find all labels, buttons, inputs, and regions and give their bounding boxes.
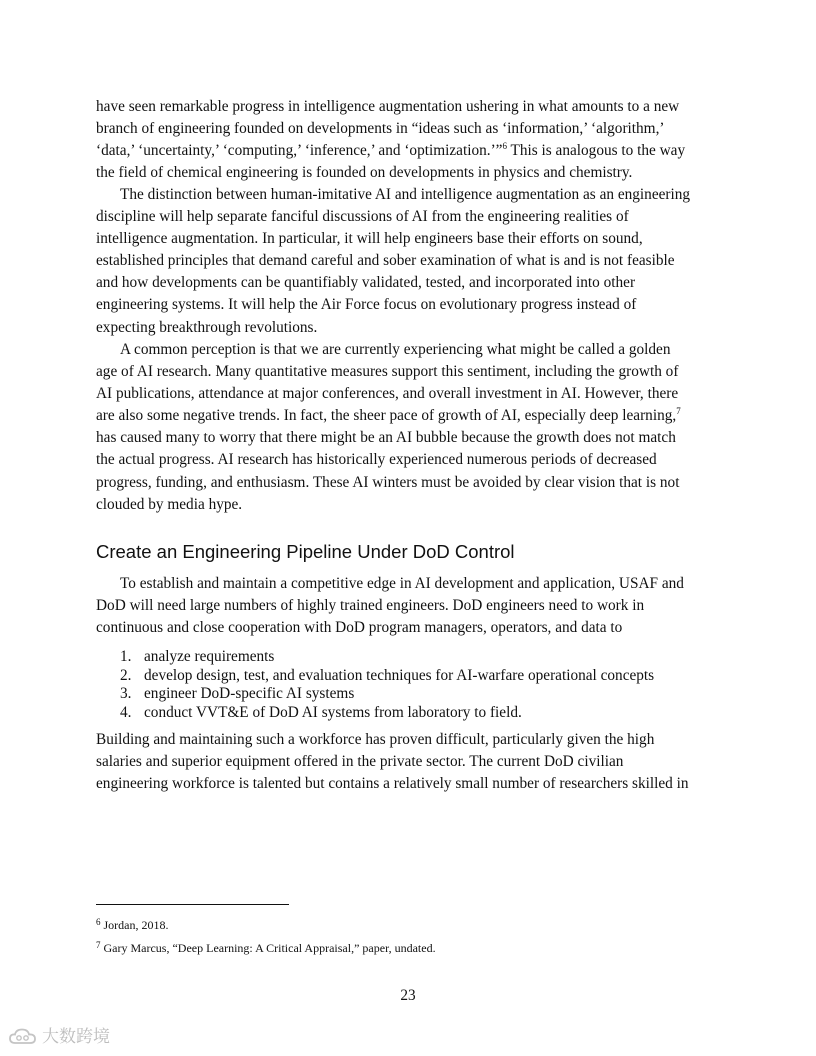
text-line: engineering systems. It will help the Air Force focus on evolutionary progress instead of — [96, 296, 637, 314]
footnote-6 — [96, 917, 169, 933]
list-item-text: develop design, test, and evaluation techniques for AI-warfare operational concepts — [144, 666, 655, 684]
paragraph-3 — [96, 339, 720, 516]
text-line: The distinction between human-imitative AI and intelligence augmentation as an engineering — [120, 186, 691, 203]
list-item-number: 2. — [120, 666, 132, 684]
text-line: established principles that demand careful and sober examination of what is and is not feasible — [96, 252, 675, 270]
text-line: expecting breakthrough revolutions. — [96, 318, 318, 336]
footnote-7 — [96, 940, 436, 956]
text-line: salaries and superior equipment offered in the private sector. The current DoD civilian — [96, 753, 624, 771]
list-item — [96, 685, 720, 704]
footnote-number: 7 — [96, 940, 101, 950]
paragraph-4 — [96, 573, 720, 639]
text-line: has caused many to worry that there might be an AI bubble because the growth does not match — [96, 429, 676, 447]
text-line: the field of chemical engineering is founded on developments in physics and chemistry. — [96, 164, 633, 182]
text-line: the actual progress. AI research has historically experienced numerous periods of decreased — [96, 451, 657, 469]
list-item-number: 1. — [120, 648, 132, 665]
text-line: branch of engineering founded on developments in “ideas such as ‘information,’ ‘algorithm,’ — [96, 120, 665, 138]
text-line: continuous and close cooperation with DoD program managers, operators, and data to — [96, 619, 623, 637]
text-line: discipline will help separate fanciful discussions of AI from the engineering realities of — [96, 208, 629, 226]
page-number: 23 — [400, 987, 416, 1004]
numbered-list — [96, 648, 720, 722]
list-item-number: 4. — [120, 703, 132, 721]
text-line: intelligence augmentation. In particular, it will help engineers base their efforts on sound, — [96, 230, 643, 248]
text-line: are also some negative trends. In fact, the sheer pace of growth of AI, especially deep learning,$^7$ — [96, 406, 681, 425]
footnote-text: Gary Marcus, “Deep Learning: A Critical Appraisal,” paper, undated. — [100, 941, 436, 955]
paragraph-2 — [96, 184, 720, 339]
list-item — [96, 648, 720, 667]
text-line: clouded by media hype. — [96, 495, 243, 513]
list-item-text: engineer DoD-specific AI systems — [144, 685, 355, 702]
footnote-text: Jordan, 2018. — [100, 918, 169, 932]
footnote-ref-7[interactable]: 7 — [676, 406, 681, 417]
section-heading: Create an Engineering Pipeline Under DoD Control — [96, 541, 515, 562]
list-item — [96, 704, 720, 723]
watermark-text: 大数跨境 — [42, 1027, 110, 1047]
watermark — [8, 1026, 110, 1048]
text-line: ‘data,’ ‘uncertainty,’ ‘computing,’ ‘inference,’ and ‘optimization.’”$^6$ This is analogous to the way — [96, 141, 686, 160]
text-line: age of AI research. Many quantitative measures support this sentiment, including the growth of — [96, 363, 679, 381]
paragraph-5 — [96, 729, 720, 795]
text-line: engineering workforce is talented but contains a relatively small number of researchers skilled in — [96, 775, 689, 793]
text-line: AI publications, attendance at major conferences, and overall investment in AI. However, there — [96, 385, 679, 403]
text-line: have seen remarkable progress in intelligence augmentation ushering in what amounts to a new — [96, 98, 680, 115]
paragraph-1 — [96, 96, 720, 184]
text-line: To establish and maintain a competitive edge in AI development and application, USAF and — [120, 575, 684, 592]
footnote-separator — [96, 904, 289, 905]
list-item-text: analyze requirements — [144, 648, 275, 665]
footnote-number: 6 — [96, 917, 101, 927]
cloud-logo-icon — [8, 1027, 38, 1047]
text-line: A common perception is that we are currently experiencing what might be called a golden — [120, 341, 671, 358]
list-item — [96, 667, 720, 686]
text-line: progress, funding, and enthusiasm. These AI winters must be avoided by clear vision that is not — [96, 473, 680, 491]
text-line: and how developments can be quantifiably validated, tested, and incorporated into other — [96, 274, 636, 292]
text-line: Building and maintaining such a workforce has proven difficult, particularly given the high — [96, 731, 655, 748]
list-item-text: conduct VVT&E of DoD AI systems from laboratory to field. — [144, 703, 522, 721]
text-line: DoD will need large numbers of highly trained engineers. DoD engineers need to work in — [96, 597, 645, 615]
list-item-number: 3. — [120, 685, 132, 702]
footnote-ref-6[interactable]: 6 — [502, 141, 507, 152]
